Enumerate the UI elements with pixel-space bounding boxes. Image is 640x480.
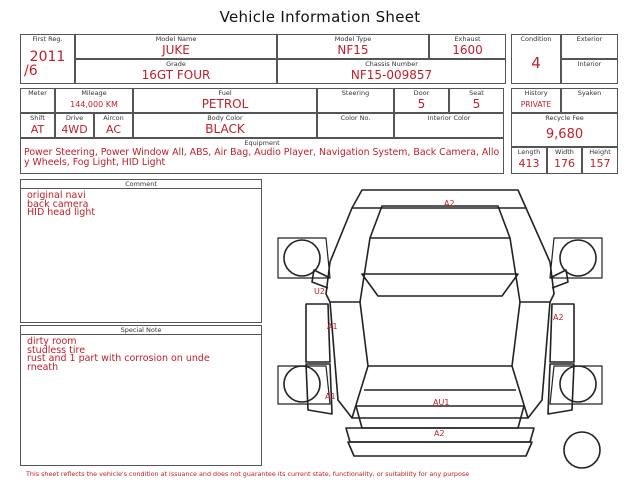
left-rear-arch [278,366,330,404]
aircon-value: AC [105,123,121,136]
condition-label: Condition [520,35,552,43]
drive-label: Drive [65,114,84,122]
model-type-label: Model Type [334,35,372,43]
steering-label: Steering [341,89,370,97]
right-front-arch [550,238,602,278]
shift-label: Shift [30,114,45,122]
equipment-label: Equipment [244,139,280,147]
length-value: 413 [518,157,540,170]
model-type-value: NF15 [337,43,369,57]
rear-pillar-right [512,366,528,418]
interior-label: Interior [577,60,602,68]
damage-mark-left-rear-door: A1 [327,322,338,331]
damage-mark-rear-lower: A2 [434,429,445,438]
syaken-label: Syaken [577,89,602,97]
height-label: Height [589,148,611,156]
right-rear-arch [550,366,602,404]
damage-mark-left-front-door: U2 [314,287,325,296]
special-note-line: dirty room [27,336,77,347]
exterior-label: Exterior [576,35,603,43]
right-front-wheel [560,240,596,276]
left-front-wheel [284,240,320,276]
chassis-label: Chassis Number [365,60,418,68]
first-reg-year: 2011 [29,49,66,65]
condition-value: 4 [531,54,541,72]
damage-mark-left-rear-quarter: A1 [325,392,336,401]
door-label: Door [413,89,430,97]
roof-outline-shape [360,302,520,366]
damage-mark-rear-bumper: AU1 [433,398,450,407]
height-value: 157 [589,157,611,170]
history-value: PRIVATE [520,100,552,109]
rear-pillar-left [352,366,368,418]
recycle-fee-value: 9,680 [545,127,584,142]
disclaimer-footer: This sheet reflects the vehicle's condition at issuance and does not guarantee its current state, functionality, or suitability for any purpose [26,470,470,478]
interior-color-label: Interior Color [427,114,471,122]
comment-line: back camera [27,198,89,210]
comment-line: HID head light [27,207,96,219]
left-front-door-shape [306,304,330,362]
rear-lower-shape [348,442,532,456]
right-rear-wheel [560,366,596,402]
seat-label: Seat [469,89,484,97]
length-label: Length [517,148,541,156]
grade-value: 16GT FOUR [141,68,211,82]
car-damage-diagram [270,178,620,470]
grade-label: Grade [166,60,186,68]
body-color-value: BLACK [205,122,245,136]
comment-label: Comment [125,180,157,188]
hood-shape [326,208,554,302]
left-rear-wheel [284,366,320,402]
exhaust-value: 1600 [452,43,483,57]
left-front-arch [278,238,330,278]
mileage-label: Mileage [81,89,107,97]
door-value: 5 [417,97,426,111]
color-no-label: Color No. [340,114,371,122]
width-value: 176 [554,157,575,170]
special-note-line: rust and 1 part with corrosion on unde [27,353,210,365]
special-note-line: rneath [27,361,59,373]
spare-wheel [564,432,600,468]
comment-lines [27,192,95,218]
special-note-label: Special Note [120,326,162,334]
chassis-value: NF15-009857 [350,68,433,82]
special-note-line: studless tire [27,344,86,356]
model-name-value: JUKE [162,43,190,57]
exhaust-label: Exhaust [454,35,481,43]
history-label: History [524,89,548,97]
first-reg-month: /6 [24,63,38,79]
first-reg-label: First Reg. [32,35,63,43]
recycle-fee-label: Recycle Fee [545,114,584,122]
body-color-label: Body Color [207,114,243,122]
fuel-value: PETROL [201,97,249,111]
windshield-shape [362,274,518,296]
model-name-label: Model Name [155,35,197,43]
mileage-value: 144,000 KM [70,100,118,109]
hood-line-shape [370,206,510,238]
rear-gate-shape [356,406,524,428]
drive-value: 4WD [61,123,88,136]
equipment-value: Power Steering, Power Window All, ABS, Air Bag, Audio Player, Navigation System, Back Camera, Alloy Wheels, Fog Light, HID Light [24,147,500,168]
fuel-label: Fuel [218,89,232,97]
damage-mark-right-rear-door: A2 [553,313,564,322]
shift-value: AT [30,123,45,136]
width-label: Width [555,148,574,156]
damage-mark-roof-front: A2 [444,199,455,208]
special-note-lines [27,338,210,372]
page-title: Vehicle Information Sheet [219,8,421,26]
meter-label: Meter [28,89,47,97]
seat-value: 5 [472,97,481,111]
aircon-label: Aircon [103,114,124,122]
comment-line: original navi [27,190,86,201]
